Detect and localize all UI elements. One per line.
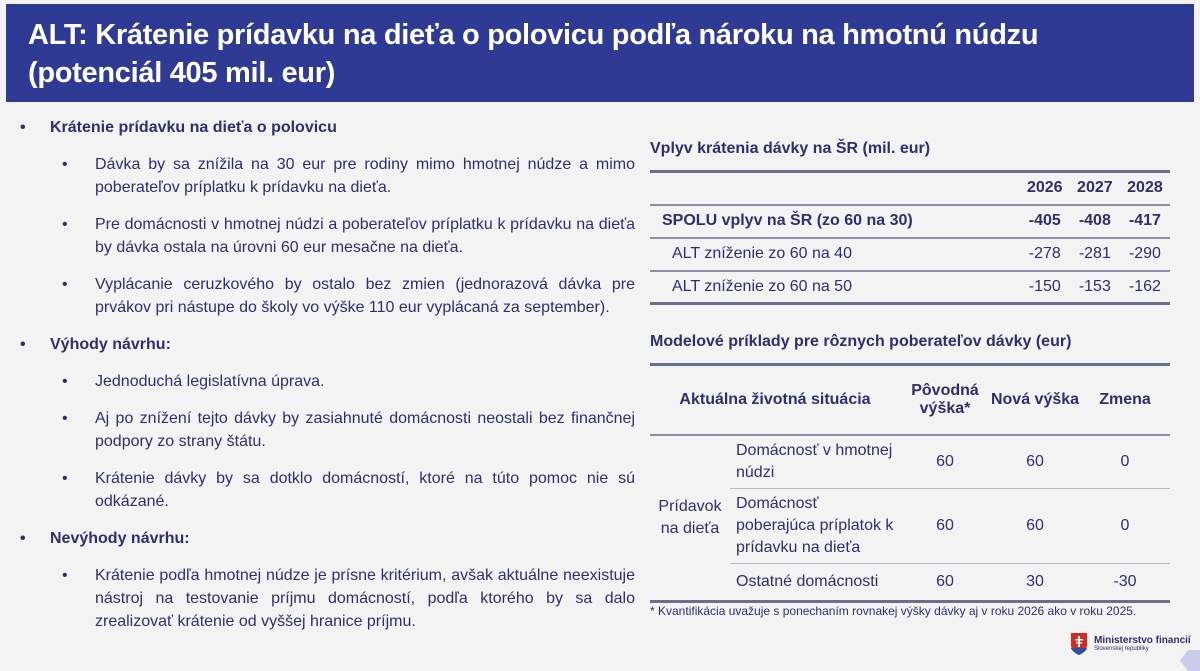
cell: -281 (1070, 238, 1120, 271)
bullet-list (20, 116, 635, 647)
table-header-row (650, 365, 1170, 435)
col-header: Aktuálna životná situácia (650, 365, 900, 435)
col-header: Zmena (1080, 365, 1170, 435)
cell: -162 (1128, 277, 1161, 295)
cell: 60 (900, 435, 990, 489)
year: 2026 (1020, 172, 1070, 205)
year: 2027 (1070, 172, 1120, 205)
cell: -153 (1078, 277, 1111, 295)
year: 2028 (1120, 172, 1170, 205)
coat-of-arms-icon (1070, 632, 1088, 656)
bullet: • Krátenie dávky by sa dotklo domácností, ktoré na túto pomoc nie sú odkázané. (20, 467, 635, 513)
cell: -408 (1070, 205, 1120, 238)
cell: -290 (1120, 238, 1170, 271)
section-heading: • Výhody návrhu: (20, 333, 635, 356)
ministry-logo (1070, 632, 1191, 656)
section-heading: • Nevýhody návrhu: (20, 527, 635, 550)
slide-title (6, 4, 1194, 102)
section-heading: • Krátenie prídavku na dieťa o polovicu (20, 116, 635, 139)
col-header: Nová výška (990, 365, 1080, 435)
title-line-2: (potenciál 405 mil. eur) (28, 57, 336, 89)
row-label: Ostatné domácnosti (736, 572, 879, 590)
table-row (650, 205, 1170, 238)
bullet: • Dávka by sa znížila na 30 eur pre rodiny mimo hmotnej núdze a mimo poberateľov príplatku k prídavku na dieťa. (20, 153, 635, 199)
row-label: ALT zníženie zo 60 na 50 (672, 277, 852, 295)
row-label: Domácnosť poberajúca príplatok k prídavku na dieťa (730, 488, 900, 563)
impact-title: Vplyv krátenia dávky na ŠR (mil. eur) (650, 140, 931, 157)
cell: -150 (1028, 277, 1061, 295)
group-label: Prídavok na dieťa (658, 497, 722, 537)
bullet: • Pre domácnosti v hmotnej núdzi a poberateľov príplatku k prídavku na dieťa by dávka ostala na úrovni 60 eur mesačne na dieťa. (20, 213, 635, 259)
impact-table (650, 170, 1170, 305)
cell: 30 (1026, 572, 1044, 590)
logo-name: Ministerstvo financií (1094, 634, 1191, 646)
tables-panel (650, 140, 1170, 603)
cell: 0 (1080, 488, 1170, 563)
examples-title: Modelové príklady pre rôznych poberateľov dávky (eur) (650, 333, 1072, 350)
table-row (650, 271, 1170, 304)
col-header: Pôvodná výška* (900, 365, 990, 435)
bullet: • Jednoduchá legislatívna úprava. (20, 370, 635, 393)
footnote: * Kvantifikácia uvažuje s ponechaním rovnakej výšky dávky aj v roku 2026 ako v roku 2025. (650, 604, 1137, 618)
row-label: SPOLU vplyv na ŠR (zo 60 na 30) (650, 205, 1020, 238)
cell: 60 (990, 488, 1080, 563)
cell: -405 (1020, 205, 1070, 238)
bullet: • Krátenie podľa hmotnej núdze je prísne kritérium, avšak aktuálne neexistuje nástroj na testovanie príjmu domácností, podľa ktorého by sa dalo zrealizovať krátenie od vyššej hranice príjmu. (20, 564, 635, 633)
row-label: Domácnosť v hmotnej núdzi (730, 435, 900, 489)
cell: -417 (1120, 205, 1170, 238)
table-row (650, 435, 1170, 489)
cell: 0 (1080, 435, 1170, 489)
table-header-row (650, 172, 1170, 205)
row-label: ALT zníženie zo 60 na 40 (650, 238, 1020, 271)
examples-table (650, 363, 1170, 603)
bullet: • Aj po znížení tejto dávky by zasiahnuté domácnosti neostali bez finančnej podpory zo strany štátu. (20, 407, 635, 453)
cell: 60 (900, 488, 990, 563)
title-line-1: ALT: Krátenie prídavku na dieťa o polovicu podľa nároku na hmotnú núdzu (28, 19, 1039, 51)
cell: -278 (1020, 238, 1070, 271)
cell: 60 (990, 435, 1080, 489)
cell: 60 (936, 572, 954, 590)
table-row (650, 238, 1170, 271)
cell: -30 (1113, 572, 1137, 590)
logo-subtitle: Slovenskej republiky (1094, 645, 1149, 652)
bullet: • Vyplácanie ceruzkového by ostalo bez zmien (jednorazová dávka pre prvákov pri nástupe do školy vo výške 110 eur vyplácaná za september). (20, 273, 635, 319)
